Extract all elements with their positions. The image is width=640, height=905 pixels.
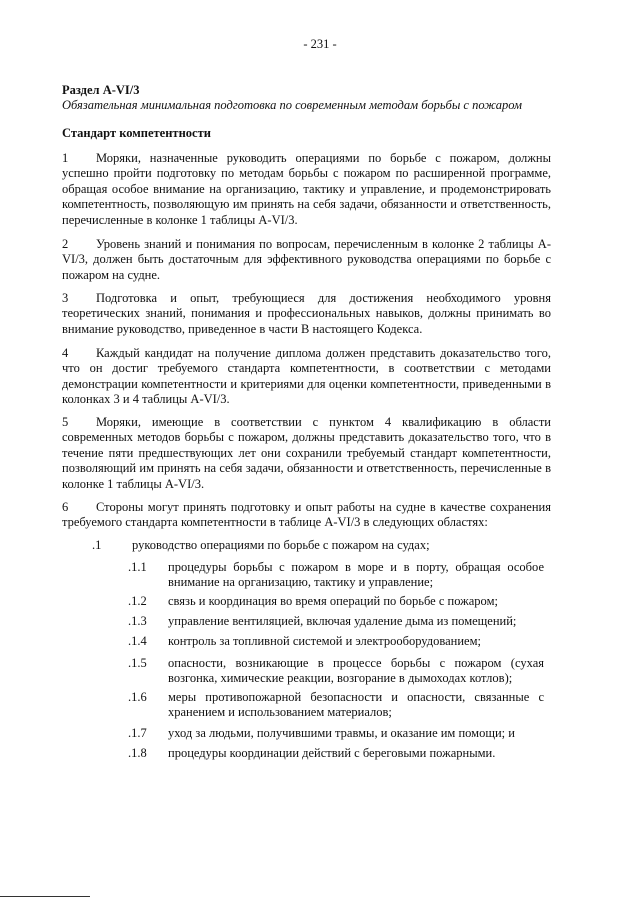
- paragraph-6: [62, 500, 551, 531]
- footnote-rule: [0, 896, 90, 897]
- list-item: [128, 690, 544, 721]
- paragraph-4: [62, 346, 551, 408]
- paragraph-text: Стороны могут принять подготовку и опыт работы на судне в качестве сохранения требуемого стандарта компетентности в таблице A-VI/3 в следующих областях:: [62, 500, 551, 530]
- page-number: - 231 -: [303, 37, 337, 51]
- list-item: [128, 560, 544, 591]
- section-subtitle: Обязательная минимальная подготовка по современным методам борьбы с пожаром: [62, 98, 522, 112]
- paragraph-2: [62, 237, 551, 283]
- list-text: контроль за топливной системой и электрооборудованием;: [168, 634, 481, 648]
- list-number: .1.2: [128, 594, 147, 608]
- list-item: [128, 656, 544, 687]
- list-number: .1.6: [128, 690, 147, 704]
- list-text: опасности, возникающие в процессе борьбы с пожаром (сухая возгонка, химические реакции, возгорание в дымоходах котлов);: [168, 656, 544, 686]
- paragraph-number: 1: [62, 151, 69, 165]
- list-number: .1: [92, 538, 102, 552]
- paragraph-1: [62, 151, 551, 228]
- list-number: .1.7: [128, 726, 147, 740]
- section-title: Раздел A-VI/3: [62, 83, 140, 97]
- paragraph-number: 2: [62, 237, 69, 251]
- list-item: [128, 634, 544, 649]
- list-item: [128, 594, 544, 609]
- paragraph-number: 5: [62, 415, 69, 429]
- paragraph-3: [62, 291, 551, 337]
- paragraph-5: [62, 415, 551, 492]
- paragraph-text: Моряки, имеющие в соответствии с пунктом 4 квалификацию в области современных методов борьбы с пожаром, должны представить доказательство того, что в течение пяти предшествующих лет они сохранили требуемый стандарт компетентности, позволяющий им принять на себя задачи, обязанности и ответственность, перечисленные в колонке 1 таблицы A-VI/3.: [62, 415, 551, 491]
- standard-heading: Стандарт компетентности: [62, 126, 211, 140]
- list-number: .1.4: [128, 634, 147, 648]
- list-text: меры противопожарной безопасности и опасности, связанные с хранением и использованием материалов;: [168, 690, 544, 720]
- list-text: связь и координация во время операций по борьбе с пожаром;: [168, 594, 498, 608]
- list-number: .1.1: [128, 560, 147, 574]
- list-text: управление вентиляцией, включая удаление дыма из помещений;: [168, 614, 517, 628]
- paragraph-number: 3: [62, 291, 69, 305]
- list-text: руководство операциями по борьбе с пожаром на судах;: [132, 538, 430, 552]
- list-text: уход за людьми, получившими травмы, и оказание им помощи; и: [168, 726, 515, 740]
- list-item: [128, 726, 544, 741]
- paragraph-text: Подготовка и опыт, требующиеся для достижения необходимого уровня теоретических знаний, понимания и профессиональных навыков, должны принимать во внимание руководство, приведенное в части B настоящего Кодекса.: [62, 291, 551, 336]
- paragraph-number: 4: [62, 346, 69, 360]
- list-number: .1.3: [128, 614, 147, 628]
- list-item: [128, 614, 544, 629]
- list-number: .1.5: [128, 656, 147, 670]
- list-item: [128, 746, 544, 761]
- paragraph-text: Каждый кандидат на получение диплома должен представить доказательство того, что он достиг требуемого стандарта компетентности, в соответствии с методами демонстрации компетентности и критериями для оценки компетентности, приведенными в колонках 3 и 4 таблицы A-VI/3.: [62, 346, 551, 407]
- paragraph-number: 6: [62, 500, 69, 514]
- list-number: .1.8: [128, 746, 147, 760]
- paragraph-text: Моряки, назначенные руководить операциями по борьбе с пожаром, должны успешно пройти подготовку по методам борьбы с пожаром по расширенной программе, обращая особое внимание на организацию, тактику и управление, и продемонстрировать компетентность, позволяющую им принять на себя задачи, обязанности и ответственность, перечисленные в колонке 1 таблицы A-VI/3.: [62, 151, 551, 227]
- list-text: процедуры координации действий с береговыми пожарными.: [168, 746, 496, 760]
- paragraph-text: Уровень знаний и понимания по вопросам, перечисленным в колонке 2 таблицы A-VI/3, должен быть достаточным для эффективного руководства операциями по борьбе с пожаром на судне.: [62, 237, 551, 282]
- list-text: процедуры борьбы с пожаром в море и в порту, обращая особое внимание на организацию, тактику и управление;: [168, 560, 544, 590]
